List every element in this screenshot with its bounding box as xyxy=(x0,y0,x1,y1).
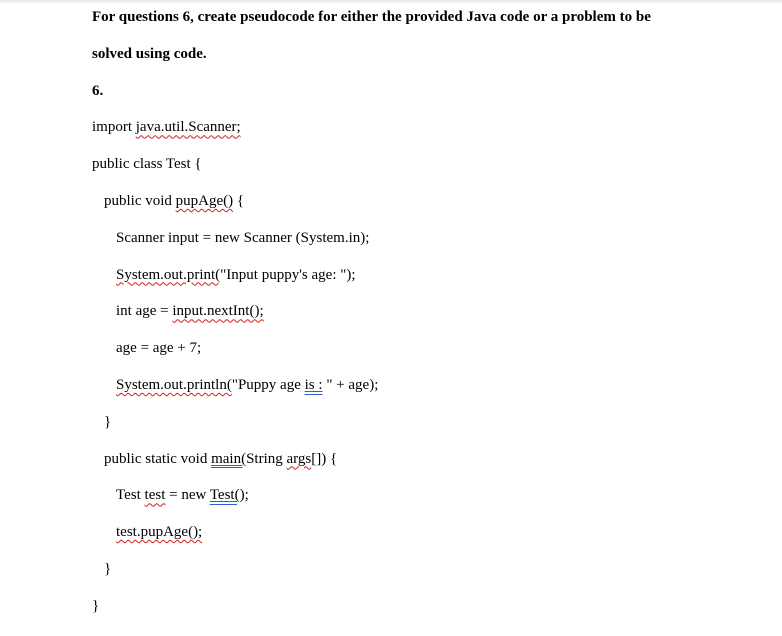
text-segment: String xyxy=(246,450,287,467)
spelling-error-text: java.util.Scanner; xyxy=(135,119,241,136)
code-line xyxy=(104,450,337,468)
code-line xyxy=(116,229,369,247)
code-line xyxy=(116,486,249,504)
text-segment: For questions 6, create pseudocode for either the provided Java code or a problem to be xyxy=(92,9,651,25)
text-segment: public static void xyxy=(104,450,212,467)
text-segment: "Puppy age xyxy=(231,377,305,393)
question-text-line xyxy=(92,82,103,100)
text-segment: } xyxy=(92,597,100,614)
text-segment: { xyxy=(233,193,245,209)
text-segment: import xyxy=(92,119,136,136)
grammar-flag-text: Test( xyxy=(209,487,240,504)
text-segment: " + age); xyxy=(322,377,379,393)
text-segment: public void xyxy=(104,193,176,209)
code-line xyxy=(116,302,264,320)
spelling-error-text: test xyxy=(144,487,166,504)
text-segment: } xyxy=(104,413,112,430)
code-line xyxy=(104,560,111,578)
code-line xyxy=(116,339,201,357)
spelling-error-text: pupAge() xyxy=(175,193,234,209)
code-line xyxy=(92,597,99,615)
grammar-flag-text: is : xyxy=(304,377,323,393)
grammar-flag-text: main( xyxy=(211,450,247,467)
text-segment: int age = xyxy=(116,303,173,320)
spelling-error-text: args xyxy=(286,450,312,467)
spelling-error-text: input.nextInt(); xyxy=(172,303,264,320)
spelling-error-text: System.out.println( xyxy=(116,377,232,393)
text-segment: age = age + 7; xyxy=(116,340,202,357)
question-text-line xyxy=(92,45,207,63)
text-segment: solved using code. xyxy=(92,45,207,62)
code-line xyxy=(92,155,202,173)
text-segment: Test xyxy=(116,487,145,504)
question-text-line xyxy=(92,8,651,26)
code-line xyxy=(116,266,356,284)
text-segment: = new xyxy=(165,487,210,504)
text-segment: Scanner input = new Scanner (System.in); xyxy=(116,229,370,246)
code-line xyxy=(116,376,378,394)
text-segment: "Input puppy's age: "); xyxy=(220,266,356,283)
spelling-error-text: System.out.print( xyxy=(116,266,221,283)
text-segment: } xyxy=(104,561,112,577)
code-line xyxy=(92,118,241,136)
text-segment: public class Test { xyxy=(92,156,202,173)
code-line xyxy=(104,413,111,431)
text-segment: 6. xyxy=(92,82,104,99)
code-line xyxy=(104,192,244,210)
spelling-error-text: test.pupAge(); xyxy=(116,524,203,541)
text-segment: ); xyxy=(239,487,249,504)
text-segment: []) { xyxy=(311,450,338,467)
code-line xyxy=(116,523,202,541)
page-top-edge xyxy=(0,0,782,4)
